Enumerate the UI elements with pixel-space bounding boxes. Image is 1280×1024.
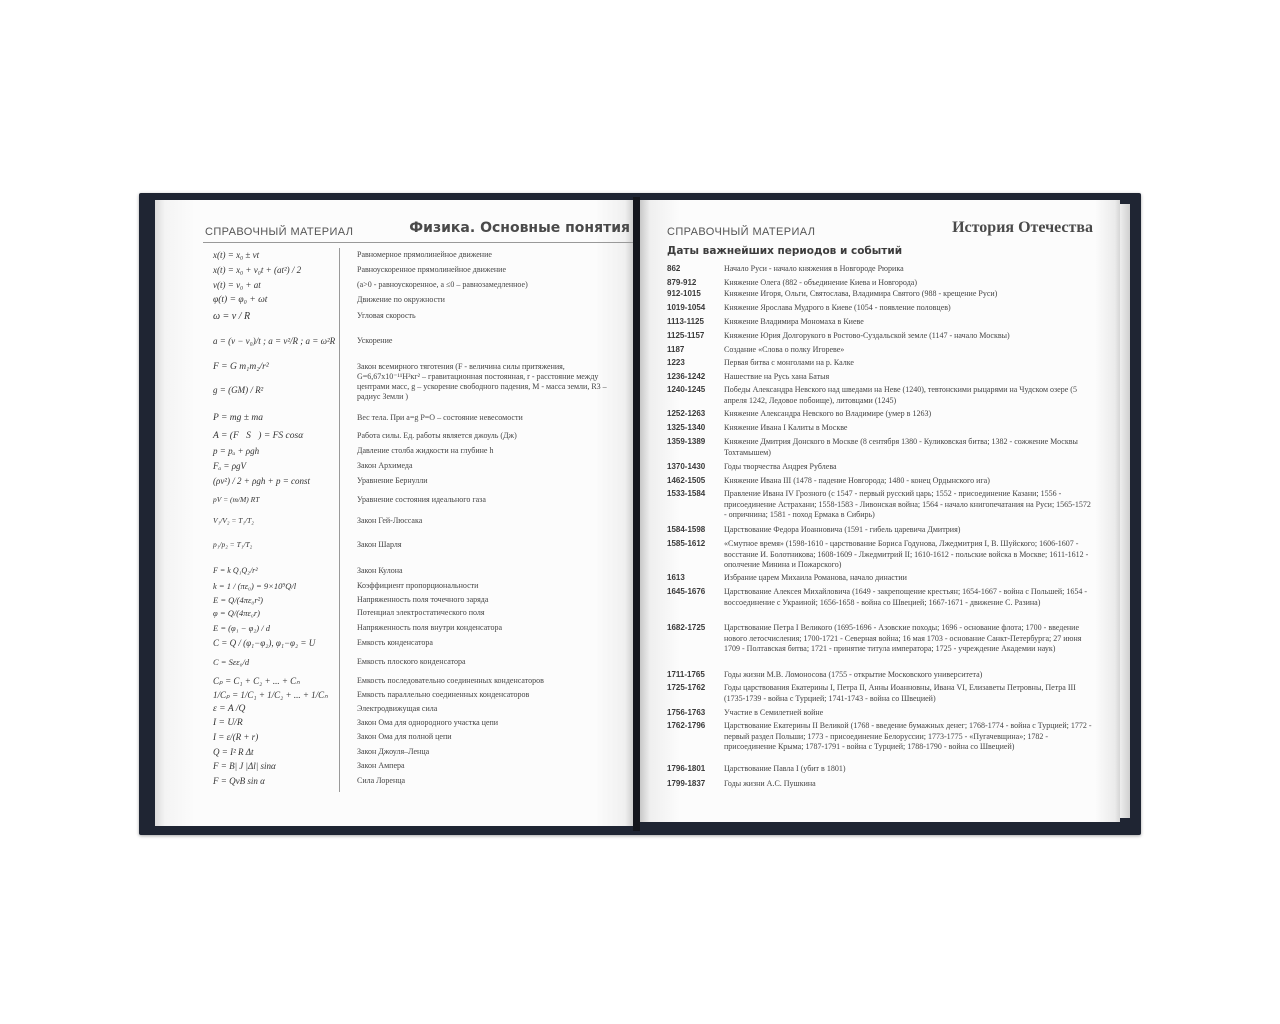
event-year: 1325-1340	[667, 423, 706, 432]
page-edge	[1120, 204, 1130, 818]
formula: p = pₐ + ρgh	[213, 446, 260, 456]
event-year: 1113-1125	[667, 317, 704, 326]
formula-description: Движение по окружности	[357, 295, 445, 304]
formula: V₁/V₂ = T₁/T₂	[213, 516, 254, 525]
event-year: 1462-1505	[667, 476, 706, 485]
event-year: 1223	[667, 358, 685, 367]
event-year: 1359-1389	[667, 437, 706, 446]
event-text: Избрание царем Михаила Романова, начало династии	[724, 573, 907, 582]
formula: 1/Cₚ = 1/C₁ + 1/C₂ + ... + 1/Cₙ	[213, 690, 328, 700]
formula: E = (φ₁ − φ₂) / d	[213, 623, 271, 633]
event-text: Княжение Юрия Долгорукого в Ростово-Суздальской земле (1147 - начало Москвы)	[724, 331, 1010, 340]
event-text: Царствование Павла I (убит в 1801)	[724, 764, 846, 773]
event-year: 862	[667, 264, 681, 273]
formula: g = (GM) / R²	[213, 385, 264, 395]
formula: A = (F⃗S⃗) = FS cosα	[213, 431, 304, 441]
event-year: 1370-1430	[667, 462, 706, 471]
event-text: Княжение Ивана III (1478 - падение Новгорода; 1480 - конец Ордынского ига)	[724, 476, 990, 485]
formula-description: Ускорение	[357, 336, 393, 345]
event-text: Первая битва с монголами на р. Калке	[724, 358, 854, 367]
event-text: Княжение Ярослава Мудрого в Киеве (1054 - появление половцев)	[724, 303, 951, 312]
event-text: Княжение Игоря, Ольги, Святослава, Владимира Святого (988 - крещение Руси)	[724, 289, 998, 298]
section-title: Даты важнейших периодов и событий	[667, 245, 903, 257]
formula-description: Угловая скорость	[357, 311, 416, 320]
formula: (ρv²) / 2 + ρgh + p = const	[213, 476, 311, 486]
event-year: 1756-1763	[667, 708, 706, 717]
event-year: 1187	[667, 345, 685, 354]
formula: I = ε/(R + r)	[213, 732, 259, 742]
event-text: Создание «Слова о полку Игореве»	[724, 345, 845, 354]
event-text: Участие в Семилетней войне	[724, 708, 824, 717]
formula-description: Закон Ампера	[357, 761, 405, 770]
formula-description: Напряженность поля точечного заряда	[357, 595, 489, 604]
formula: E = Q/(4πε₀r²)	[213, 595, 264, 605]
formula: ω = v / R	[213, 311, 251, 322]
right-header-label: СПРАВОЧНЫЙ МАТЕРИАЛ	[667, 226, 816, 238]
formula-description: Давление столба жидкости на глубине h	[357, 446, 494, 455]
formula-description: (a>0 - равноускоренное, a ≤0 – равнозамедленное)	[357, 280, 528, 289]
formula-description: Емкость конденсатора	[357, 638, 433, 647]
book-spine	[633, 197, 640, 831]
formula-description: Уравнение состояния идеального газа	[357, 495, 486, 504]
formula: v(t) = v₀ + at	[213, 280, 261, 290]
event-year: 1125-1157	[667, 331, 705, 340]
formula-description: Закон Архимеда	[357, 461, 413, 470]
formula-description: Емкость параллельно соединенных конденсаторов	[357, 690, 530, 699]
event-text: «Смутное время» (1598-1610 - царствование Бориса Годунова, Лжедмитрия I, В. Шуйского; 1606-1607 - восстание И. Болотникова; 1608-1609 - Лжедмитрий II; 1610-1612 - польские войска в Москве; 1611-1612 - ополчение Минина и Пожарского)	[724, 539, 1089, 569]
formula-description: Уравнение Бернулли	[357, 476, 428, 485]
formula: Q = I² R Δt	[213, 747, 254, 757]
event-year: 1796-1801	[667, 764, 706, 773]
formula-description: Напряженность поля внутри конденсатора	[357, 623, 502, 632]
event-year: 1762-1796	[667, 721, 706, 730]
event-text: Годы творчества Андрея Рублева	[724, 462, 837, 471]
formula-description: Закон Джоуля–Ленца	[357, 747, 430, 756]
event-year: 1711-1765	[667, 670, 705, 679]
formula: φ(t) = φ₀ + ωt	[213, 295, 268, 305]
formula: F = k Q₁Q₂/r²	[213, 566, 258, 575]
formula-description: Емкость плоского конденсатора	[357, 657, 466, 666]
right-page	[640, 200, 1120, 822]
formula: C = Q / (φ₁−φ₂), φ₁−φ₂ = U	[213, 638, 316, 648]
left-header-label: СПРАВОЧНЫЙ МАТЕРИАЛ	[205, 226, 354, 238]
event-year: 1799-1837	[667, 779, 706, 788]
event-text: Годы жизни А.С. Пушкина	[724, 779, 816, 788]
formula-description: Равномерное прямолинейное движение	[357, 250, 492, 259]
event-text: Царствование Петра I Великого (1695-1696 - Азовские походы; 1696 - основание флота; 1700 - введение нового летосчисления; 1700-1721 - Северная война; 16 мая 1703 - основание Санкт-Петербурга; 27 июня 1709 - Полтавская битва; 1721 - принятие титула императора; 1725 - учреждение Академии наук)	[724, 623, 1082, 653]
formula: F = B| J |Δl| sinα	[213, 761, 276, 771]
event-year: 1584-1598	[667, 525, 706, 534]
event-text: Княжение Владимира Мономаха в Киеве	[724, 317, 864, 326]
formula: Fₐ = ρgV	[213, 461, 247, 471]
formula: I = U/R	[213, 718, 243, 728]
formula: ε = A /Q	[213, 704, 246, 714]
event-year: 1585-1612	[667, 539, 706, 548]
event-year: 1682-1725	[667, 623, 706, 632]
event-year: 879-912	[667, 278, 697, 287]
formula-description: Вес тела. При a=g P=O – состояние невесомости	[357, 413, 523, 422]
event-text: Царствование Екатерины II Великой (1768 - введение бумажных денег; 1768-1774 - война с Турцией; 1772 - первый раздел Польши; 1773 - присоединение Белоруссии; 1773-1775 - «Пугачевщина»; 1782 - присоединение Крыма; 1787-1791 - война с Турцией; 1788-1790 - война со Швецией)	[724, 721, 1092, 751]
event-year: 1645-1676	[667, 587, 706, 596]
event-year: 1533-1584	[667, 489, 706, 498]
formula-description: Закон Шарля	[357, 540, 402, 549]
formula-description: Закон всемирного тяготения (F - величина силы притяжения, G=6,67x10⁻¹¹Н²кг² – гравитационная постоянная, r - расстояние между центрами масс, g – ускорение свободного падения, М - масса земли, R3 – радиус Земли )	[357, 362, 607, 401]
event-text: Княжение Ивана I Калиты в Москве	[724, 423, 848, 432]
formula-description: Емкость последовательно соединенных конденсаторов	[357, 676, 544, 685]
right-header-title: История Отечества	[952, 219, 1093, 236]
event-text: Княжение Олега (882 - объединение Киева и Новгорода)	[724, 278, 917, 287]
event-year: 912-1015	[667, 289, 701, 298]
formula-description: Закон Ома для полной цепи	[357, 732, 452, 741]
formula-description: Равноускоренное прямолинейное движение	[357, 265, 506, 274]
formula-description: Электродвижущая сила	[357, 704, 438, 713]
event-text: Годы жизни М.В. Ломоносова (1755 - открытие Московского университета)	[724, 670, 983, 679]
event-year: 1019-1054	[667, 303, 706, 312]
event-year: 1725-1762	[667, 683, 706, 692]
event-year: 1613	[667, 573, 685, 582]
formula: P = mg ± ma	[213, 413, 263, 423]
formula: φ = Q/(4πε₀r)	[213, 608, 260, 618]
event-text: Правление Ивана IV Грозного (с 1547 - первый русский царь; 1552 - присоединение Казани; 1556 - присоединение Астрахани; 1558-1583 - Ливонская война; 1564 - начало книгопечатания на Руси; 1565-1572 - опричнина; 1581 - поход Ермака в Сибирь)	[724, 489, 1091, 519]
formula: a = (v − v₀)/t ; a = v²/R ; a = ω²R	[213, 336, 336, 346]
event-text: Царствование Федора Иоанновича (1591 - гибель царевича Дмитрия)	[724, 525, 961, 534]
event-text: Нашествие на Русь хана Батыя	[724, 372, 830, 381]
formula-description: Работа силы. Ед. работы является джоуль (Дж)	[357, 431, 517, 440]
formula: pV = (m/M) RT	[213, 495, 260, 504]
formula: C = Sεε₀/d	[213, 657, 250, 667]
formula-description: Коэффициент пропорциональности	[357, 581, 479, 590]
formula-description: Закон Гей-Люссака	[357, 516, 423, 525]
event-year: 1252-1263	[667, 409, 706, 418]
event-text: Княжение Дмитрия Донского в Москве (8 сентября 1380 - Куликовская битва; 1382 - сожжение Москвы Тохтамышем)	[724, 437, 1078, 457]
formula: F = G m₁m₂/r²	[213, 362, 269, 372]
event-text: Годы царствования Екатерины I, Петра II, Анны Иоанновны, Ивана VI, Елизаветы Петровны, Петра III (1735-1739 - война с Турцией; 1741-1743 - война со Швецией)	[724, 683, 1076, 703]
left-page	[155, 200, 633, 826]
left-header-title: Физика. Основные понятия	[409, 220, 630, 236]
formula-description: Сила Лоренца	[357, 776, 406, 785]
formula: k = 1 / (πε₀) = 9×10⁹Q/l	[213, 581, 297, 591]
formula: p₁/p₂ = T₁/T₂	[213, 540, 253, 549]
formula: F = QvB sin α	[213, 776, 265, 786]
formula-description: Закон Ома для однородного участка цепи	[357, 718, 499, 727]
formula-description: Закон Кулона	[357, 566, 403, 575]
formula-description: Потенциал электростатического поля	[357, 608, 485, 617]
formula: x(t) = x₀ ± vt	[213, 250, 260, 260]
event-text: Начало Руси - начало княжения в Новгороде Рюрика	[724, 264, 904, 273]
formula: x(t) = x₀ + v₀t + (at²) / 2	[213, 265, 302, 275]
event-year: 1236-1242	[667, 372, 706, 381]
event-text: Царствование Алексея Михайловича (1649 - закрепощение крестьян; 1654-1667 - война с Польшей; 1654 - воссоединение с Украиной; 1656-1658 - война со Швецией; 1667-1671 - движение С. Разина)	[724, 587, 1088, 607]
event-text: Победы Александра Невского над шведами на Неве (1240), тевтонскими рыцарями на Чудском озере (5 апреля 1242, Ледовое побоище), литовцами (1245)	[724, 385, 1077, 405]
event-year: 1240-1245	[667, 385, 706, 394]
left-header-rule	[203, 242, 633, 243]
formula: Cₚ = C₁ + C₂ + ... + Cₙ	[213, 676, 300, 686]
event-text: Княжение Александра Невского во Владимире (умер в 1263)	[724, 409, 932, 418]
